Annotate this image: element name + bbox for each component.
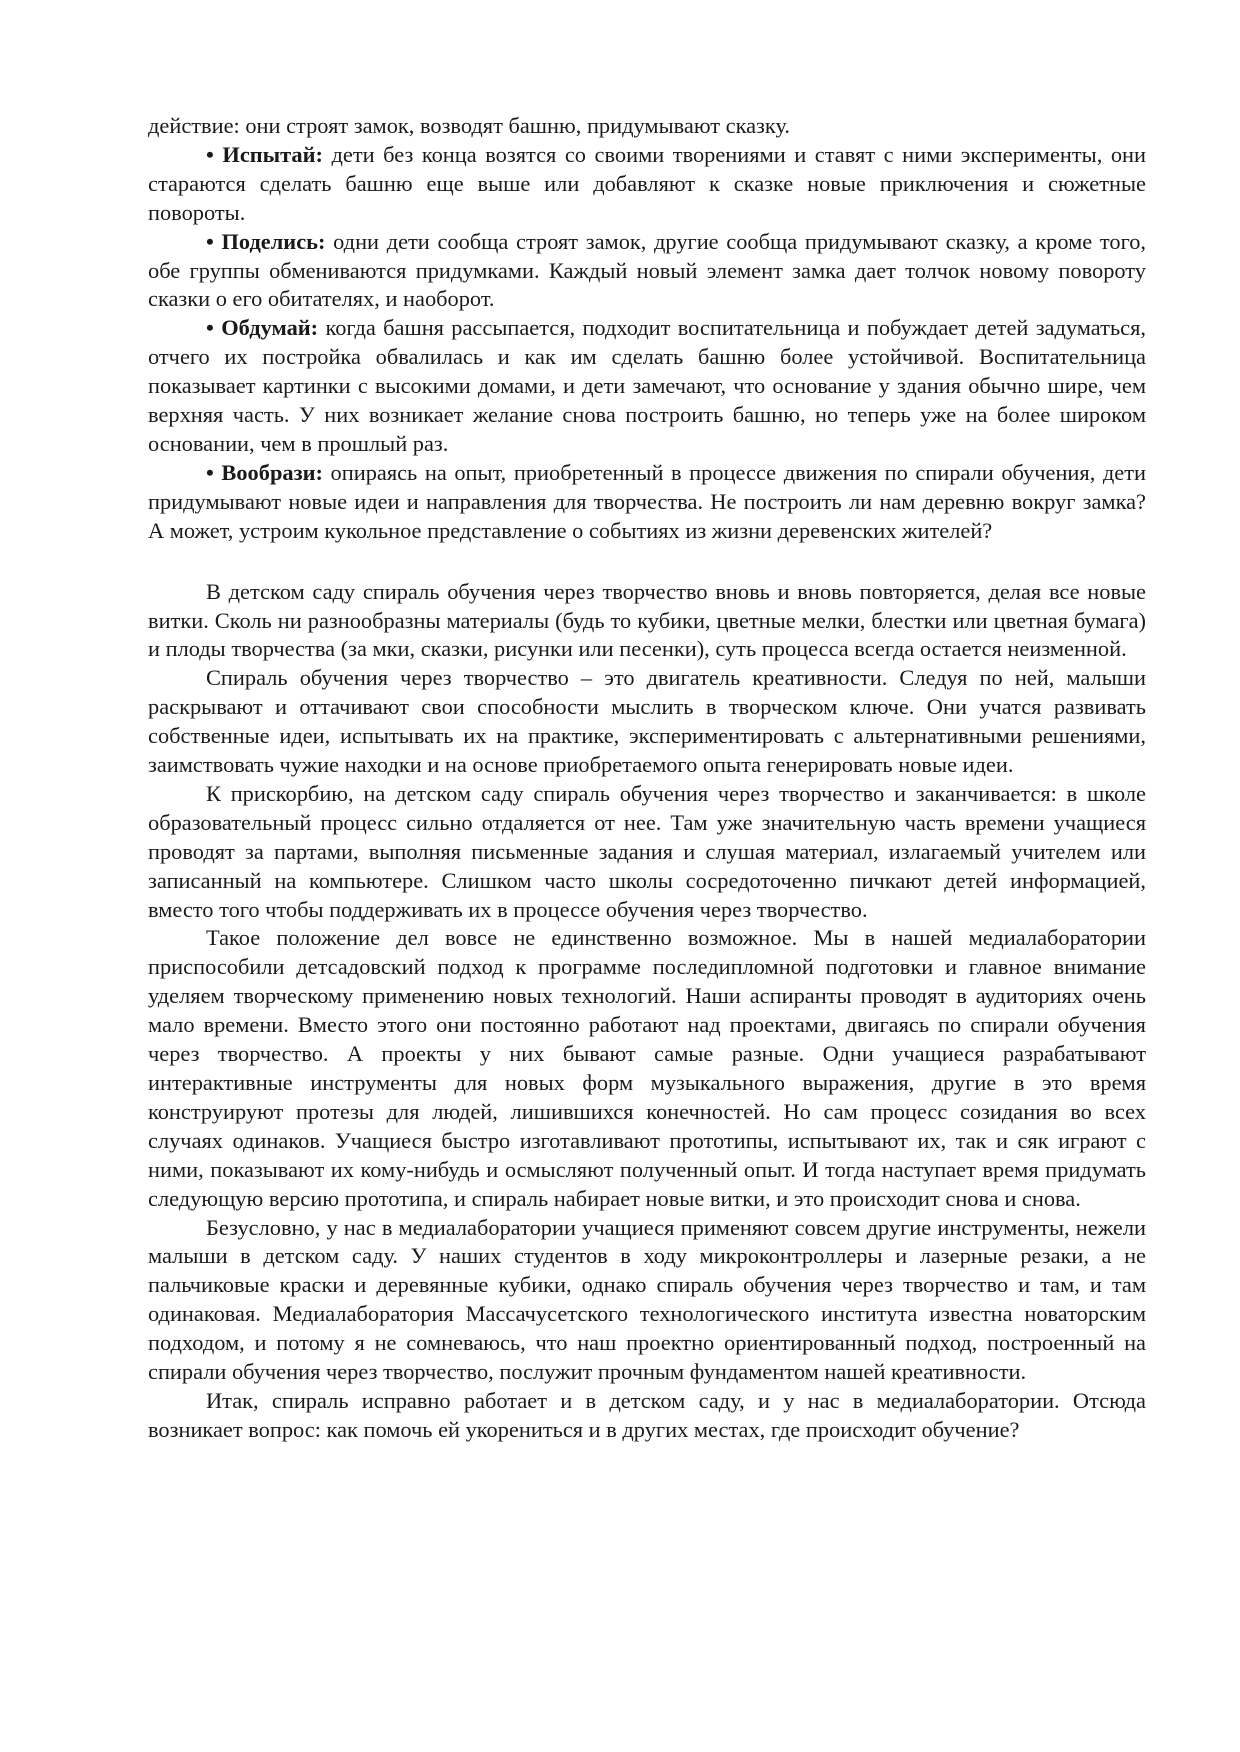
paragraph: Итак, спираль исправно работает и в детском саду, и у нас в медиалаборатории. Отсюда возникает вопрос: как помочь ей укорениться и в других местах, где происходит обучение? — [148, 1387, 1146, 1442]
bullet-try — [148, 141, 1146, 228]
paragraph: Такое положение дел вовсе не единственно возможное. Мы в нашей медиалаборатории приспособили детсадовский подход к программе последипломной подготовки и главное внимание уделяем творческому применению новых технологий. Наши аспиранты проводят в аудиториях очень мало времени. Вместо этого они постоянно работают над проектами, двигаясь по спирали обучения через творчество. А проекты у них бывают самые разные. Одни учащиеся разрабатывают интерактивные инструменты для новых форм музыкального выражения, другие в это время конструируют протезы для людей, лишившихся конечностей. Но сам процесс созидания во всех случаях одинаков. Учащиеся быстро изготавливают прототипы, испытывают их, так и сяк играют с ними, показывают их кому-нибудь и осмысляют полученный опыт. И тогда наступает время придумать следующую версию прототипа, и спираль набирает новые витки, и это происходит снова и снова. — [148, 925, 1146, 1211]
intro-tail-text: действие: они строят замок, возводят башню, придумывают сказку. — [148, 113, 791, 138]
bullet-marker: • — [206, 459, 214, 485]
bullet-marker: • — [206, 228, 214, 254]
paragraph: В детском саду спираль обучения через творчество вновь и вновь повторяется, делая все новые витки. Сколь ни разнообразны материалы (будь то кубики, цветные мелки, блестки или цветная бумага) и плоды творчества (за мки, сказки, рисунки или песенки), суть процесса всегда остается неизменной. — [148, 578, 1146, 662]
bullet-text: одни дети сообща строят замок, другие сообща придумывают сказку, а кроме того, обе группы обмениваются придумками. Каждый новый элемент замка дает толчок новому повороту сказки о его обитателях, и наоборот. — [148, 228, 1146, 312]
bullet-term: Поделись: — [221, 228, 326, 254]
bullet-share — [148, 228, 1146, 315]
bullet-imagine — [148, 459, 1146, 546]
bullet-text: опираясь на опыт, приобретенный в процессе движения по спирали обучения, дети придумывают новые идеи и направления для творчества. Не построить ли нам деревню вокруг замка? А может, устроим кукольное представление о событиях из жизни деревенских жителей? — [148, 459, 1146, 543]
bullet-term: Обдумай: — [221, 315, 319, 341]
paragraph: К прискорбию, на детском саду спираль обучения через творчество и заканчивается: в школе образовательный процесс сильно отдаляется от нее. Там уже значительную часть времени учащиеся проводят за партами, выполняя письменные задания и слушая материал, излагаемый учителем или записанный на компьютере. Слишком часто школы сосредоточенно пичкают детей информацией, вместо того чтобы поддерживать их в процессе обучения через творчество. — [148, 780, 1146, 922]
paragraph: Спираль обучения через творчество – это двигатель креативности. Следуя по ней, малыши раскрывают и оттачивают свои способности мыслить в творческом ключе. Они учатся развивать собственные идеи, испытывать их на практике, экспериментировать с альтернативными решениями, заимствовать чужие находки и на основе приобретаемого опыта генерировать новые идеи. — [148, 665, 1146, 778]
bullet-marker: • — [206, 141, 214, 167]
section-gap — [148, 546, 1146, 578]
bullet-marker: • — [206, 315, 214, 341]
bullet-term: Вообрази: — [221, 459, 323, 485]
bullet-reflect — [148, 314, 1146, 459]
paragraph: Безусловно, у нас в медиалаборатории учащиеся применяют совсем другие инструменты, нежели малыши в детском саду. У наших студентов в ходу микроконтроллеры и лазерные резаки, а не пальчиковые краски и деревянные кубики, однако спираль обучения через творчество и там, и там одинаковая. Медиалаборатория Массачусетского технологического института известна новаторским подходом, и потому я не сомневаюсь, что наш проектно ориентированный подход, построенный на спирали обучения через творчество, послужит прочным фундаментом нашей креативности. — [148, 1214, 1146, 1385]
bullet-text: дети без конца возятся со своими творениями и ставят с ними эксперименты, они стараются сделать башню еще выше или добавляют к сказке новые приключения и сюжетные повороты. — [148, 141, 1147, 225]
bullet-text: когда башня рассыпается, подходит воспитательница и побуждает детей задуматься, отчего их постройка обвалилась и как им сделать башню более устойчивой. Воспитательница показывает картинки с высокими домами, и дети замечают, что основание у здания обычно шире, чем верхняя часть. У них возникает желание снова построить башню, но теперь уже на более широком основании, чем в прошлый раз. — [148, 315, 1146, 456]
bullet-term: Испытай: — [222, 141, 323, 167]
document-page — [148, 112, 1146, 1445]
